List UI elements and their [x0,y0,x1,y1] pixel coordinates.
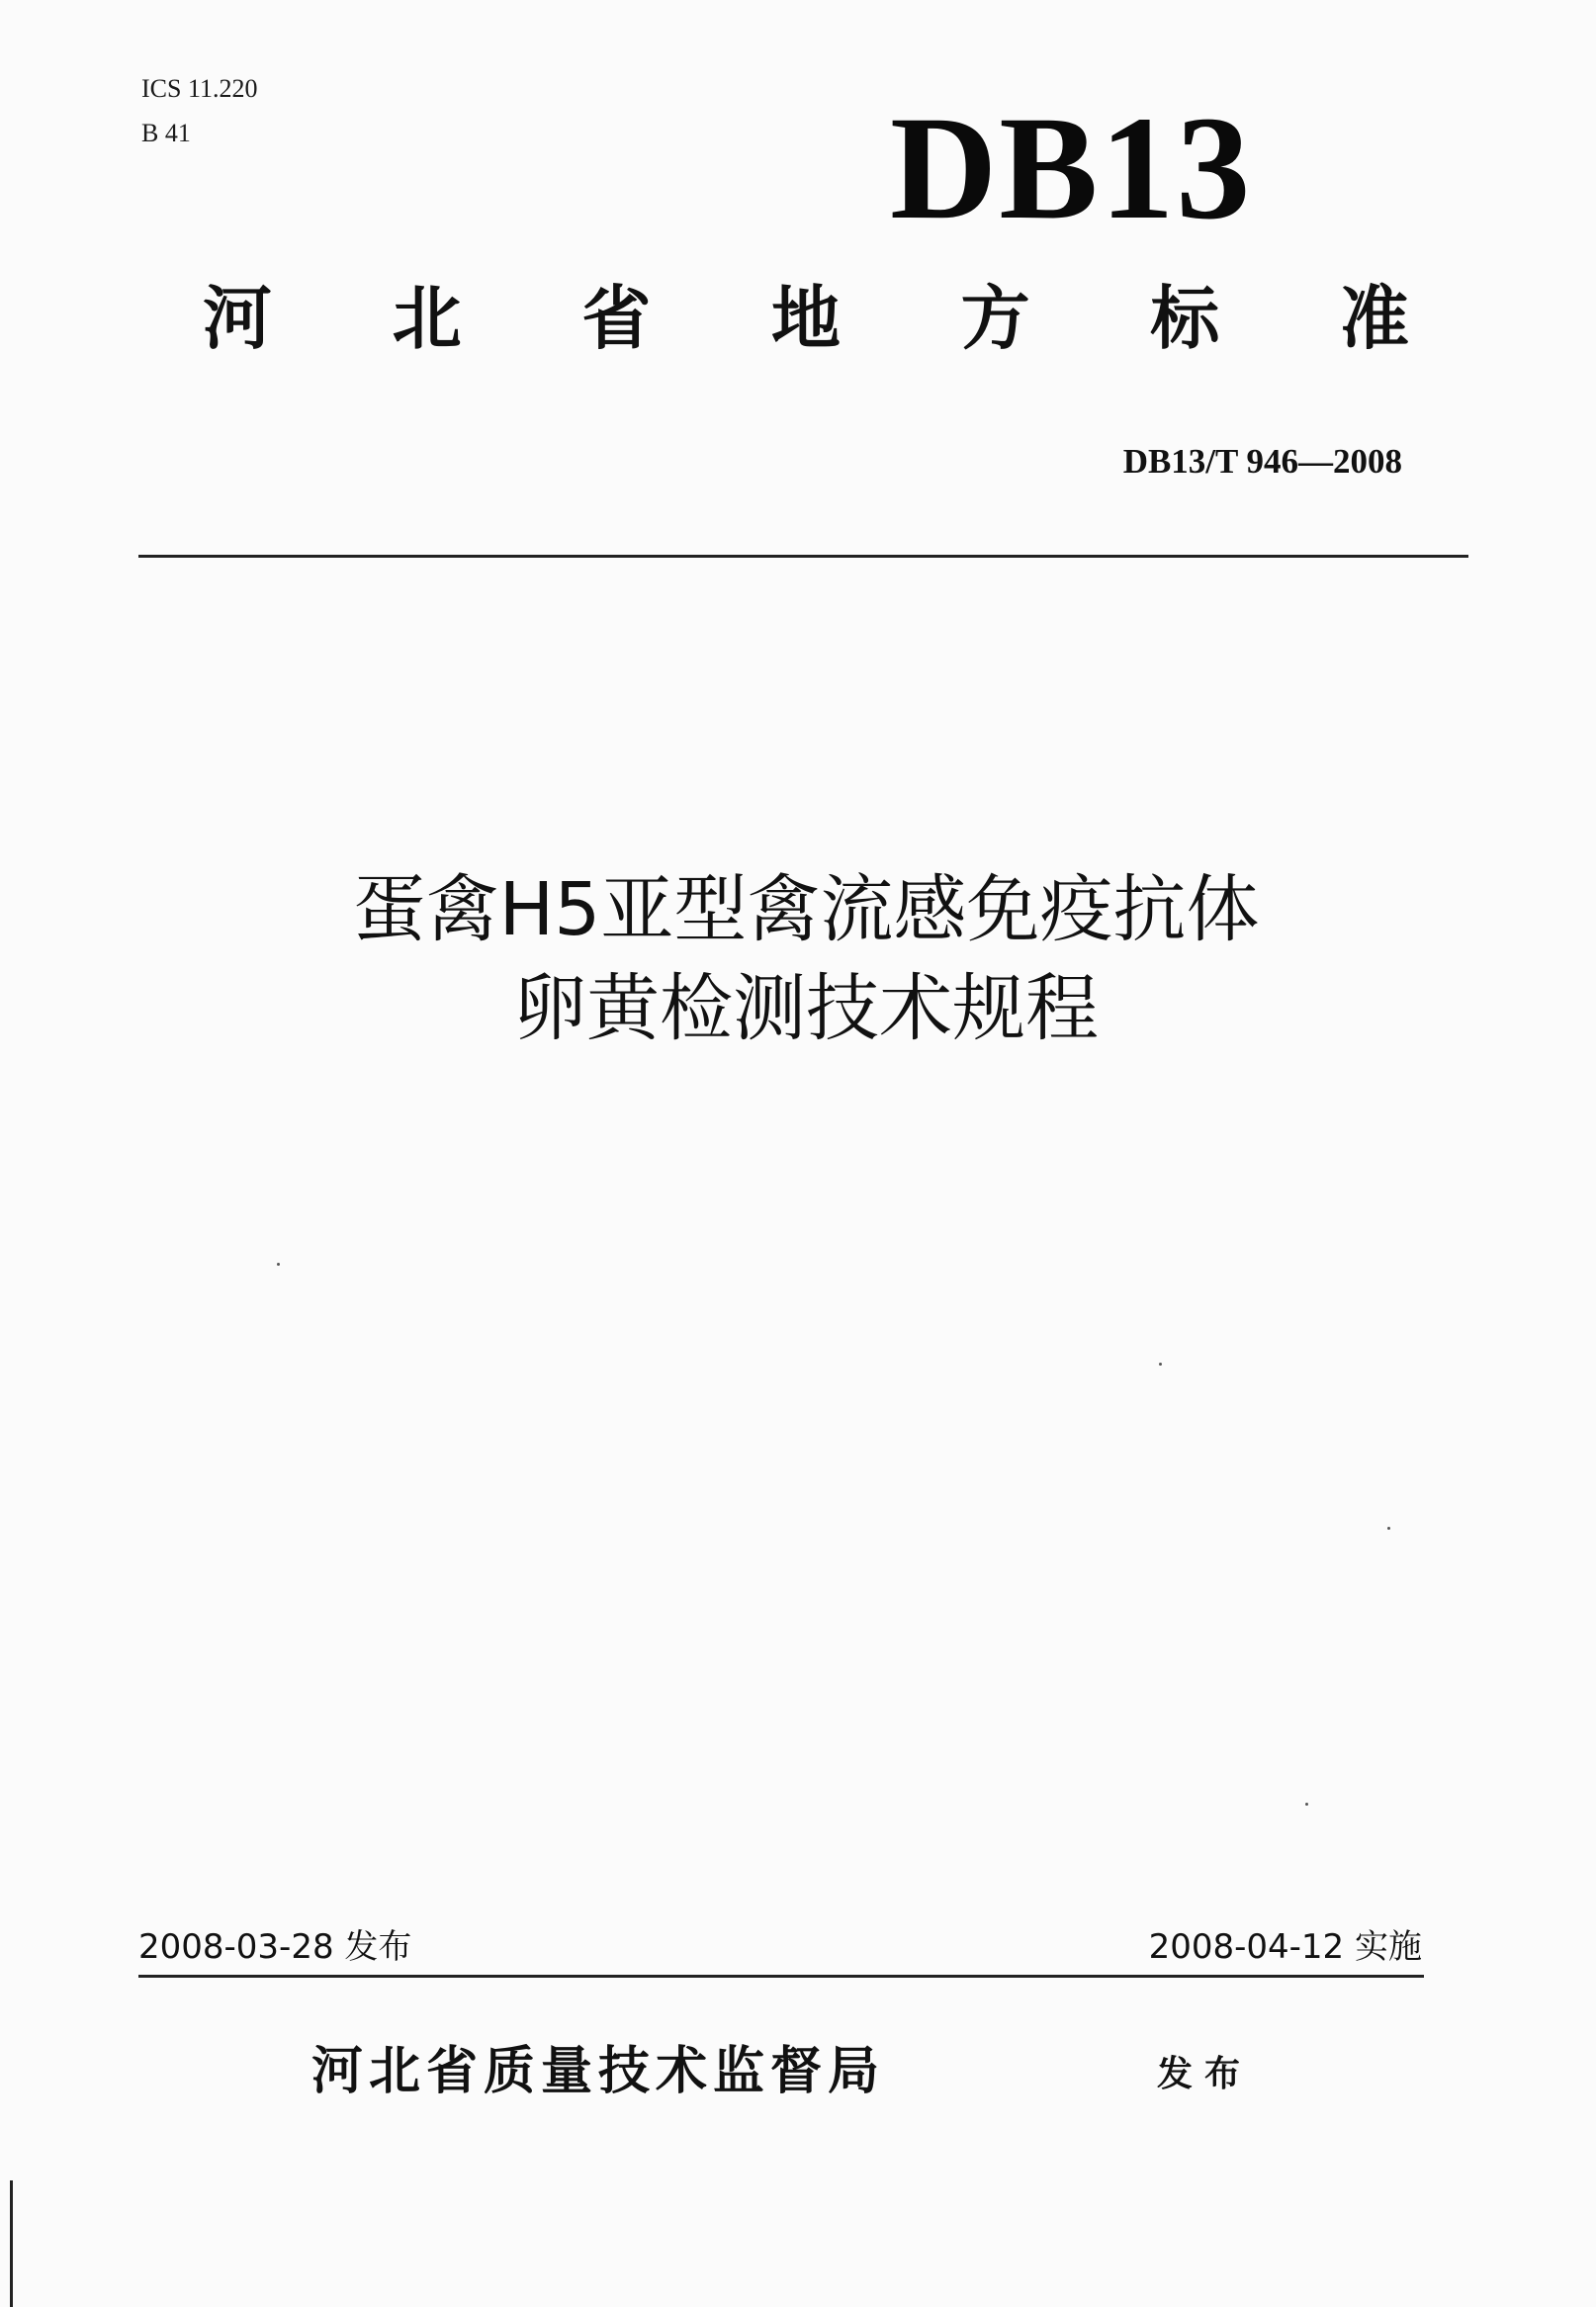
standard-type-char: 地 [770,278,841,359]
scan-speck [1387,1527,1390,1530]
standard-type-char: 省 [581,278,652,359]
issuing-action: 发布 [1157,2054,1253,2094]
issue-date: 2008-03-28 发布 [138,1927,412,1967]
scan-edge-mark [10,2180,13,2307]
standard-type-char: 方 [960,278,1030,359]
ics-code: ICS 11.220 [141,74,258,103]
document-title-line-1: 蛋禽H5亚型禽流感免疫抗体 [352,867,1260,952]
document-title-line-2: 卵黄检测技术规程 [513,966,1099,1051]
standard-type-char: 准 [1339,278,1409,359]
scan-speck [1159,1363,1162,1366]
standard-type-char: 标 [1150,278,1220,359]
standard-type-char: 河 [203,278,272,359]
scan-speck [1305,1803,1308,1806]
scan-speck [277,1263,280,1266]
header-divider [138,555,1468,558]
standard-number: DB13/T 946—2008 [1122,442,1402,481]
footer-divider [138,1975,1424,1978]
standard-logo: DB13 [890,86,1253,250]
standard-type-char: 北 [392,278,462,359]
ccs-code: B 41 [141,119,191,147]
standard-type-heading [203,279,1409,358]
implementation-date: 2008-04-12 实施 [1148,1927,1422,1967]
issuing-authority: 河北省质量技术监督局 [311,2042,886,2101]
